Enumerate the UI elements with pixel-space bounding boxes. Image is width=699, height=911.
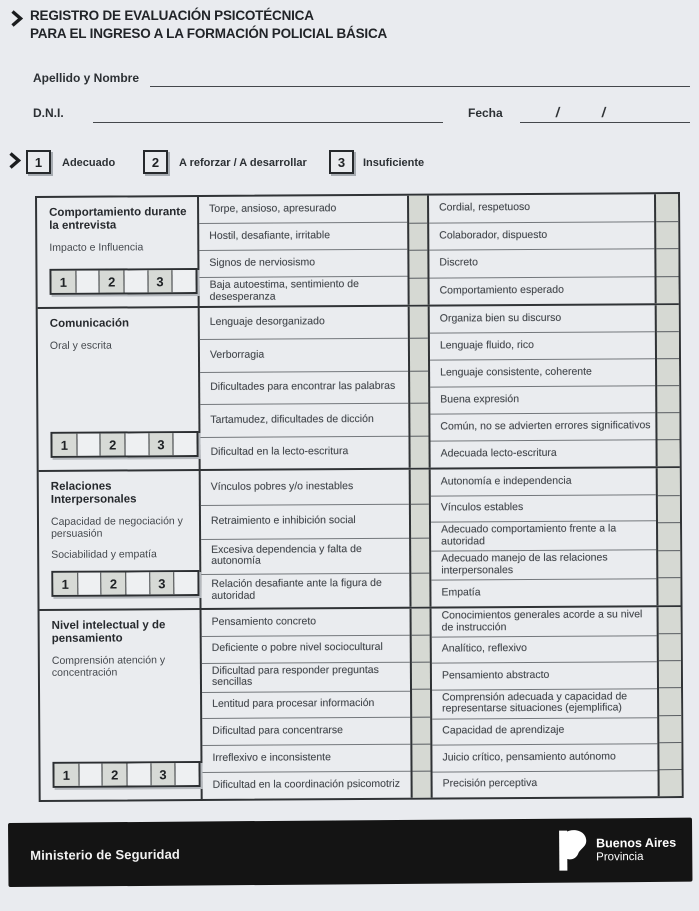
criterion-item: Dificultad para concentrarse [202, 718, 410, 746]
eval-block-comunicacion [38, 303, 680, 470]
score-cell[interactable] [660, 770, 682, 796]
score-cell[interactable] [658, 468, 680, 496]
rating-number-cell: 2 [102, 572, 127, 594]
score-column [656, 468, 681, 605]
criterion-item: Dificultad en la coordinación psicomotriz [212, 777, 400, 791]
score-cell[interactable] [411, 470, 429, 505]
score-cell[interactable] [657, 332, 679, 359]
criterion-item: Adecuada lecto-escritura [440, 446, 557, 460]
score-cell[interactable] [659, 634, 681, 661]
score-cell[interactable] [656, 249, 678, 277]
brand-line2: Provincia [596, 851, 644, 864]
province-brand [555, 827, 676, 874]
score-column [655, 305, 680, 466]
score-cell[interactable] [658, 551, 680, 579]
criteria-column-positive [431, 468, 657, 606]
criterion-item: Buena expresión [430, 386, 655, 414]
eval-block-relaciones [39, 466, 681, 609]
criterion-item: Capacidad de aprendizaje [432, 718, 657, 746]
criterion-item: Dificultad en la lecto-escritura [210, 445, 349, 459]
criteria-column-positive [430, 305, 656, 467]
page-title-line1: REGISTRO DE EVALUACIÓN PSICOTÉCNICA [30, 8, 314, 23]
score-cell[interactable] [659, 743, 681, 770]
category-title: Relaciones Interpersonales [50, 480, 137, 506]
score-cell[interactable] [412, 663, 430, 690]
rating-scale [51, 570, 199, 597]
criterion-item: Excesiva dependencia y falta de autonomía [201, 539, 409, 575]
criterion-item: Tartamudez, dificultades de dicción [200, 404, 408, 438]
buenos-aires-province-logo-icon [555, 827, 587, 873]
criterion-item: Comprensión adecuada y capacidad de representarse situaciones (ejemplifica) [432, 689, 657, 719]
score-cell[interactable] [410, 339, 428, 372]
name-input-line[interactable] [150, 86, 690, 87]
score-cell[interactable] [658, 523, 680, 551]
rating-mark-box[interactable] [126, 572, 150, 594]
score-cell[interactable] [657, 277, 679, 304]
score-cell[interactable] [658, 440, 680, 466]
score-cell[interactable] [656, 194, 678, 222]
legend-label-1: Adecuado [62, 157, 116, 169]
eval-block-comportamiento [37, 194, 679, 307]
category-cell [38, 308, 201, 470]
criterion-item: Conocimientos generales acorde a su nivel de instrucción [432, 607, 657, 637]
criterion-item: Común, no se advierten errores significativos [430, 413, 655, 441]
rating-mark-box[interactable] [76, 271, 100, 293]
rating-number-cell: 1 [51, 271, 76, 293]
score-column [408, 307, 431, 468]
name-field-label: Apellido y Nombre [33, 71, 140, 85]
ministry-name: Ministerio de Seguridad [30, 846, 180, 863]
legend-key-1: 1 [26, 150, 51, 174]
score-cell[interactable] [657, 413, 679, 440]
criterion-item: Colaborador, dispuesto [429, 222, 654, 251]
score-cell[interactable] [657, 386, 679, 413]
criterion-item: Baja autoestima, sentimiento de desesperanza [209, 278, 360, 303]
score-cell[interactable] [410, 404, 428, 437]
rating-number-cell: 3 [149, 433, 174, 455]
criterion-item: Lentitud para procesar información [202, 691, 410, 719]
rating-mark-box[interactable] [175, 572, 198, 594]
rating-mark-box[interactable] [77, 434, 101, 456]
criterion-item: Lenguaje desorganizado [200, 307, 408, 341]
score-cell[interactable] [411, 504, 429, 539]
criterion-item: Organiza bien su discurso [430, 305, 655, 333]
title-chevron-icon [10, 10, 23, 32]
date-input-line[interactable] [520, 122, 690, 123]
criterion-item: Deficiente o pobre nivel sociocultural [202, 636, 410, 664]
rating-number-cell: 3 [151, 763, 176, 785]
score-cell[interactable] [412, 744, 430, 771]
dni-field-label: D.N.I. [33, 106, 64, 120]
criterion-item: Hostil, desafiante, irritable [199, 223, 407, 251]
score-cell[interactable] [410, 371, 428, 404]
score-cell[interactable] [409, 196, 427, 224]
rating-mark-box[interactable] [78, 573, 102, 595]
footer-bar [8, 818, 692, 887]
score-cell[interactable] [412, 690, 430, 717]
category-subtitle: Impacto e Influencia [49, 241, 144, 254]
criterion-item: Precisión perceptiva [442, 777, 538, 790]
criterion-item: Discreto [429, 249, 654, 278]
criterion-item: Comportamiento esperado [439, 283, 564, 297]
rating-number-cell: 1 [52, 434, 77, 456]
criterion-item: Torpe, ansioso, apresurado [199, 196, 407, 224]
score-cell[interactable] [656, 222, 678, 250]
score-cell[interactable] [409, 223, 427, 251]
date-slash: / [554, 104, 562, 120]
category-title: Comportamiento durante la entrevista [49, 206, 187, 232]
category-cell [37, 197, 200, 307]
legend-label-3: Insuficiente [363, 157, 425, 169]
score-cell[interactable] [659, 661, 681, 688]
score-cell[interactable] [657, 305, 679, 332]
score-column [407, 196, 430, 305]
rating-scale [50, 431, 198, 458]
criterion-item: Vínculos estables [431, 495, 656, 523]
criterion-item: Dificultades para encontrar las palabras [200, 372, 408, 406]
brand-line1: Buenos Aires [595, 835, 677, 851]
category-subtitle: Oral y escrita [49, 339, 112, 352]
score-column [654, 194, 679, 303]
criterion-item: Signos de nerviosismo [199, 250, 407, 278]
score-column [409, 470, 432, 607]
score-cell[interactable] [409, 251, 427, 279]
date-slash: / [600, 104, 608, 120]
score-cell[interactable] [658, 496, 680, 524]
rating-number-cell: 2 [103, 763, 128, 785]
page-title-line2: PARA EL INGRESO A LA FORMACIÓN POLICIAL BÁSICA [30, 26, 388, 41]
criterion-item: Pensamiento abstracto [432, 663, 657, 691]
legend-key-2: 2 [143, 150, 168, 174]
criteria-column-negative [201, 470, 410, 608]
rating-number-cell: 1 [54, 764, 79, 786]
criterion-item: Empatía [441, 586, 481, 599]
criterion-item: Vínculos pobres y/o inestables [201, 470, 409, 506]
score-cell[interactable] [412, 717, 430, 744]
score-cell[interactable] [412, 636, 430, 663]
criterion-item: Adecuado manejo de las relaciones interpersonales [431, 551, 656, 581]
rating-number-cell: 2 [101, 433, 126, 455]
criterion-item: Relación desafiante ante la figura de autoridad [211, 577, 382, 602]
criteria-column-positive [432, 607, 658, 797]
eval-block-nivel-intelectual [40, 605, 682, 800]
legend-label-2: A reforzar / A desarrollar [179, 157, 307, 169]
evaluation-table [35, 192, 684, 802]
category-subtitle: Capacidad de negociación y persuasión [50, 515, 183, 540]
page-title [30, 7, 387, 43]
score-column [410, 609, 433, 798]
rating-mark-box[interactable] [176, 763, 199, 785]
criterion-item: Autonomía e independencia [431, 468, 656, 496]
score-cell[interactable] [659, 716, 681, 743]
score-cell[interactable] [412, 609, 430, 636]
score-cell[interactable] [410, 278, 428, 305]
criterion-item: Adecuado comportamiento frente a la autoridad [431, 522, 656, 552]
category-title: Nivel intelectual y de pensamiento [51, 619, 166, 645]
score-cell[interactable] [411, 539, 429, 574]
criterion-item: Lenguaje fluido, rico [430, 332, 655, 360]
rating-mark-box[interactable] [173, 270, 196, 292]
score-column [657, 607, 682, 796]
rating-mark-box[interactable] [127, 763, 151, 785]
category-cell [40, 610, 203, 800]
score-cell[interactable] [410, 307, 428, 340]
criterion-item: Cordial, respetuoso [429, 194, 654, 223]
legend-key-3: 3 [329, 150, 354, 174]
rating-number-cell: 1 [53, 573, 78, 595]
score-cell[interactable] [659, 607, 681, 634]
criteria-column-negative [200, 307, 409, 469]
score-cell[interactable] [657, 359, 679, 386]
score-cell[interactable] [411, 573, 429, 607]
rating-scale [52, 761, 200, 788]
brand-text [596, 836, 676, 865]
rating-mark-box[interactable] [174, 433, 197, 455]
criterion-item: Analítico, reflexivo [432, 636, 657, 664]
date-field-label: Fecha [468, 106, 503, 120]
category-cell [39, 471, 202, 609]
score-cell[interactable] [659, 688, 681, 715]
rating-number-cell: 3 [148, 270, 173, 292]
criterion-item: Irreflexivo e inconsistente [202, 745, 410, 773]
rating-number-cell: 3 [150, 572, 175, 594]
score-cell[interactable] [658, 578, 680, 605]
category-subtitle: Comprensión atención y concentración [51, 654, 166, 679]
score-cell[interactable] [413, 771, 431, 797]
criteria-column-negative [199, 196, 408, 306]
criterion-item: Retraimiento e inhibición social [201, 504, 409, 540]
criteria-column-negative [202, 609, 411, 799]
rating-mark-box[interactable] [79, 764, 103, 786]
criterion-item: Pensamiento concreto [202, 609, 410, 637]
category-subtitle: Sociabilidad y empatía [51, 548, 157, 561]
legend-chevron-icon [8, 152, 21, 174]
criterion-item: Dificultad para responder preguntas sencillas [202, 662, 410, 692]
criterion-item: Lenguaje consistente, coherente [430, 359, 655, 387]
dni-input-line[interactable] [93, 122, 443, 123]
score-cell[interactable] [410, 436, 428, 468]
rating-mark-box[interactable] [124, 270, 148, 292]
rating-mark-box[interactable] [125, 433, 149, 455]
rating-scale [49, 268, 197, 295]
criterion-item: Verborragia [200, 339, 408, 373]
criterion-item: Juicio crítico, pensamiento autónomo [432, 744, 657, 772]
criteria-column-positive [429, 194, 655, 304]
rating-number-cell: 2 [100, 270, 125, 292]
category-title: Comunicación [49, 317, 130, 330]
